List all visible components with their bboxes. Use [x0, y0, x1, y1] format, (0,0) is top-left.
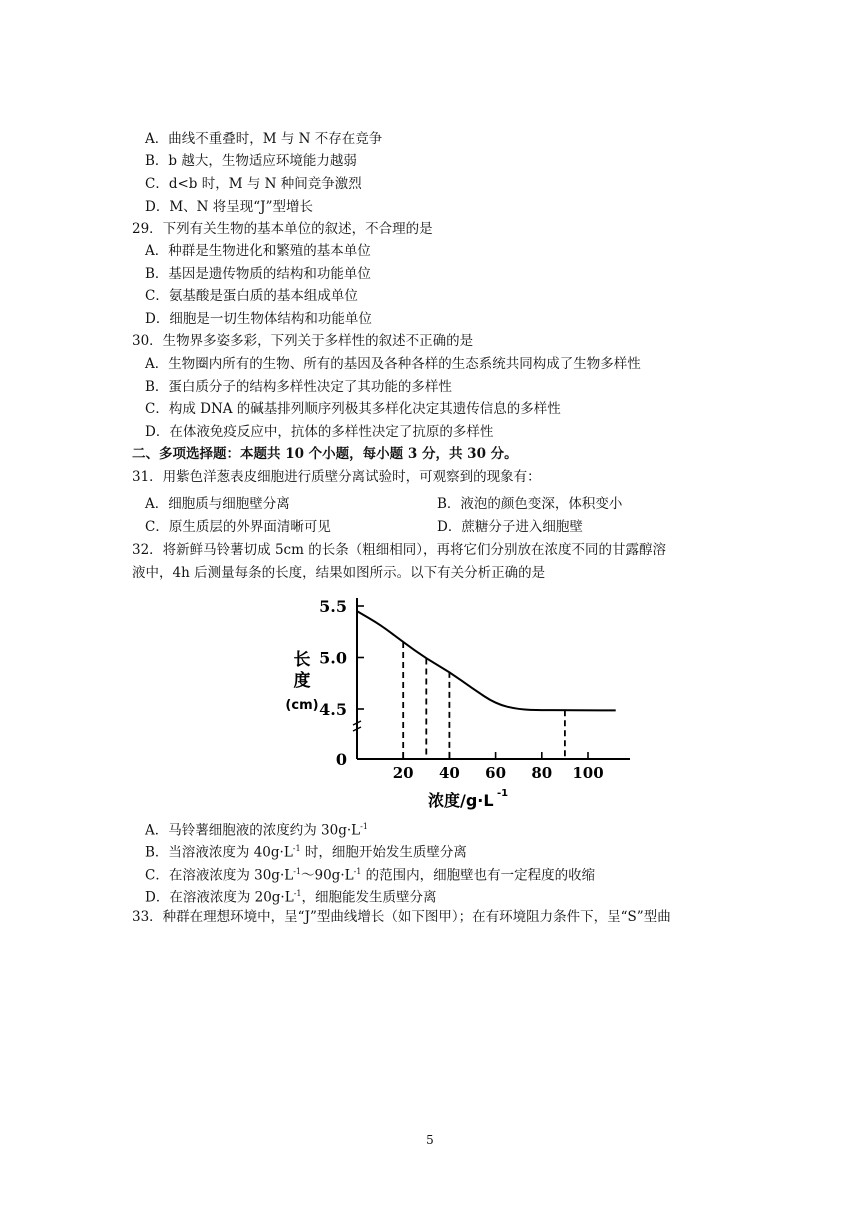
x-tick-label: 20 — [392, 764, 414, 782]
q31-option-d: D．蔗糖分子进入细胞壁 — [437, 519, 583, 535]
q32-option-b-tail: 时，细胞开始发生质壁分离 — [300, 844, 467, 861]
q32-option-c-mid: ～90g·L — [301, 867, 354, 884]
q31-option-a: A．细胞质与细胞壁分离 — [145, 496, 290, 512]
q29-option-a: A．种群是生物进化和繁殖的基本单位 — [145, 243, 371, 259]
x-tick-label: 80 — [531, 764, 553, 782]
q32-option-d-text: D．在溶液浓度为 20g·L — [145, 889, 294, 906]
q32-stem-line1: 32．将新鲜马铃薯切成 5cm 的长条（粗细相同），再将它们分别放在浓度不同的甘露醇溶 — [132, 542, 666, 558]
q32-stem-line2: 液中，4h 后测量每条的长度，结果如图所示。以下有关分析正确的是 — [132, 565, 546, 581]
y-tick-label: 4.5 — [319, 700, 347, 719]
q32-option-b — [145, 839, 467, 863]
q30-option-c: C．构成 DNA 的碱基排列顺序列极其多样化决定其遗传信息的多样性 — [145, 401, 561, 417]
q31-option-b: B．液泡的颜色变深，体积变小 — [437, 496, 623, 512]
x-tick-label: 40 — [438, 764, 460, 782]
y-tick-label: 5.0 — [319, 648, 347, 668]
q30-option-d: D．在体液免疫反应中，抗体的多样性决定了抗原的多样性 — [145, 424, 494, 440]
q30-stem: 30．生物界多姿多彩，下列关于多样性的叙述不正确的是 — [132, 333, 474, 349]
q29-option-b: B．基因是遗传物质的结构和功能单位 — [145, 266, 371, 282]
q32-option-d — [145, 884, 437, 908]
page-number: 5 — [426, 1133, 434, 1147]
q28-option-c: C．d<b 时，M 与 N 种间竞争激烈 — [145, 176, 362, 192]
q32-option-d-sup: -1 — [293, 889, 302, 898]
q29-option-d: D．细胞是一切生物体结构和功能单位 — [145, 311, 372, 327]
q32-option-d-tail: ，细胞能发生质壁分离 — [301, 889, 437, 906]
length-vs-concentration-graph — [285, 593, 635, 818]
x-tick-label: 60 — [485, 764, 507, 782]
q32-option-a-text: A．马铃薯细胞液的浓度约为 30g·L — [145, 822, 361, 839]
q32-option-c-sup1: -1 — [293, 867, 301, 876]
q32-option-b-sup: -1 — [292, 844, 301, 853]
q32-option-c-sup2: -1 — [353, 867, 362, 876]
x-tick-label: 100 — [572, 764, 604, 782]
q32-option-c-tail: 的范围内，细胞壁也有一定程度的收缩 — [361, 867, 596, 884]
y-tick-label: 0 — [335, 750, 347, 769]
q29-stem: 29．下列有关生物的基本单位的叙述，不合理的是 — [132, 221, 433, 237]
q28-option-b: B．b 越大，生物适应环境能力越弱 — [145, 153, 357, 169]
q32-option-c — [145, 862, 595, 886]
section-heading: 二、多项选择题：本题共 10 个小题，每小题 3 分，共 30 分。 — [132, 446, 518, 462]
q30-option-a: A．生物圈内所有的生物、所有的基因及各种各样的生态系统共同构成了生物多样性 — [145, 356, 641, 372]
q28-option-a: A．曲线不重叠时，M 与 N 不存在竞争 — [145, 131, 383, 147]
y-axis-unit: (cm) — [285, 698, 319, 713]
q33-stem: 33．种群在理想环境中，呈“J”型曲线增长（如下图甲）；在有环境阻力条件下，呈“S”型曲 — [132, 909, 671, 925]
y-axis-label-char: 长 — [293, 650, 311, 670]
q32-option-a — [145, 817, 368, 841]
y-axis-label-char: 度 — [293, 671, 311, 691]
x-axis-label: 浓度/g·L — [428, 791, 494, 810]
q32-option-b-text: B．当溶液浓度为 40g·L — [145, 844, 293, 861]
x-axis-label-sup: -1 — [497, 788, 509, 799]
q28-option-d: D．M、N 将呈现“J”型增长 — [145, 199, 313, 215]
q32-option-c-text: C．在溶液浓度为 30g·L — [145, 867, 294, 884]
length-curve — [357, 611, 616, 710]
q31-option-c: C．原生质层的外界面清晰可见 — [145, 519, 331, 535]
q31-stem: 31．用紫色洋葱表皮细胞进行质壁分离试验时，可观察到的现象有： — [132, 469, 541, 485]
q29-option-c: C．氨基酸是蛋白质的基本组成单位 — [145, 288, 358, 304]
q30-option-b: B．蛋白质分子的结构多样性决定了其功能的多样性 — [145, 379, 452, 395]
q32-option-a-sup: -1 — [360, 822, 368, 831]
y-tick-label: 5.5 — [319, 597, 347, 616]
